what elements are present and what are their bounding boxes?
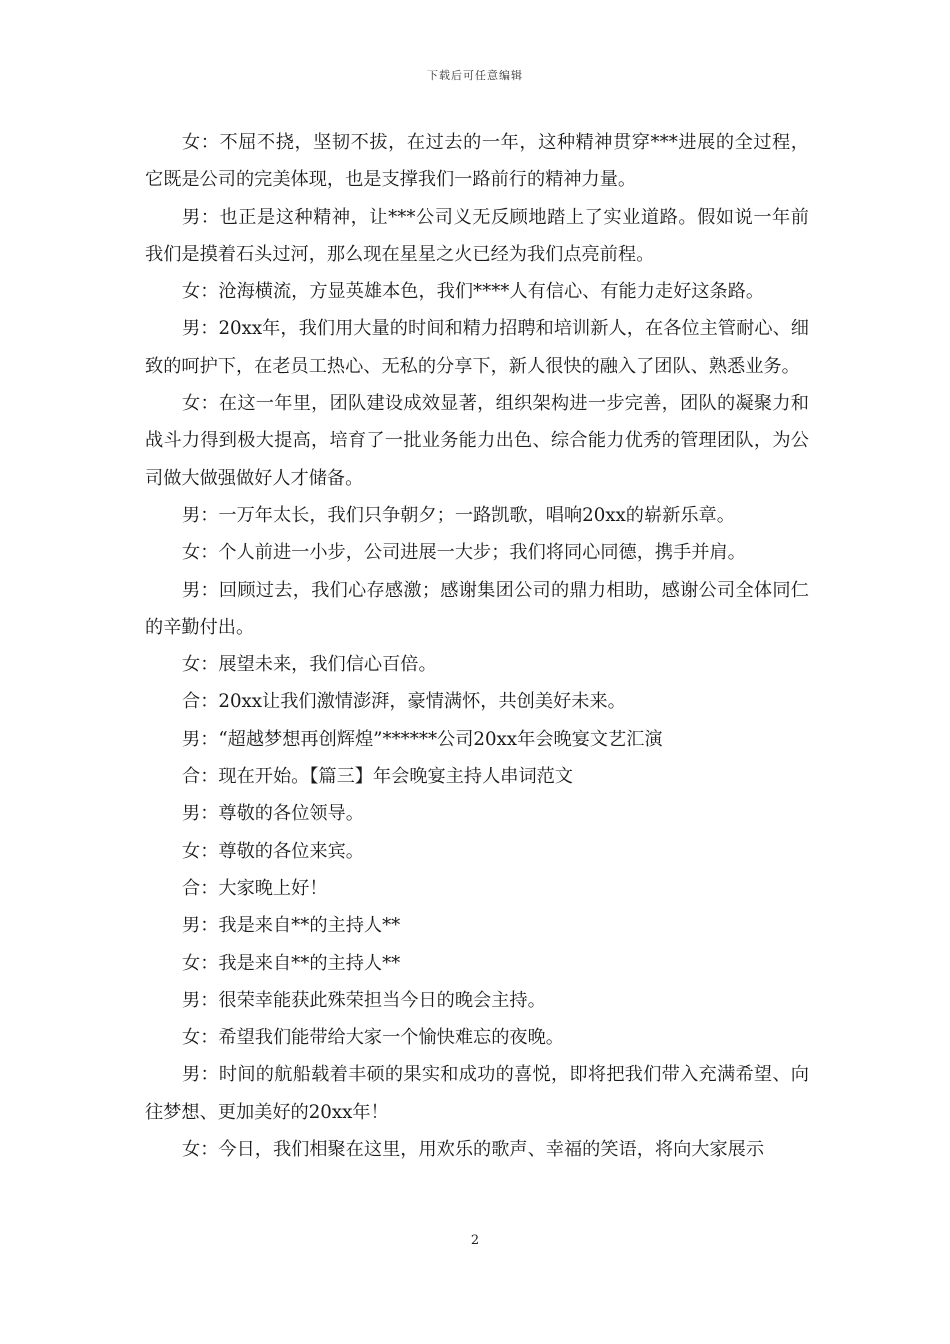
paragraph: 男：回顾过去，我们心存感激；感谢集团公司的鼎力相助，感谢公司全体同仁的辛勤付出。 [145, 579, 809, 638]
paragraph: 女：希望我们能带给大家一个愉快难忘的夜晚。 [182, 1027, 564, 1049]
paragraph: 男：时间的航船载着丰硕的果实和成功的喜悦，即将把我们带入充满希望、向往梦想、更加美好的20xx年！ [145, 1064, 809, 1123]
paragraph: 女：不屈不挠，坚韧不拔，在过去的一年，这种精神贯穿***进展的全过程，它既是公司的完美体现，也是支撑我们一路前行的精神力量。 [145, 132, 809, 191]
paragraph: 男：我是来自**的主持人** [182, 915, 401, 937]
paragraph: 男：20xx年，我们用大量的时间和精力招聘和培训新人，在各位主管耐心、细致的呵护下，在老员工热心、无私的分享下，新人很快的融入了团队、熟悉业务。 [145, 318, 809, 377]
document-body [145, 124, 809, 1168]
paragraph: 女：展望未来，我们信心百倍。 [182, 654, 437, 676]
paragraph: 女：尊敬的各位来宾。 [182, 840, 364, 862]
page-number: 2 [470, 1233, 480, 1248]
paragraph: 男：很荣幸能获此殊荣担当今日的晚会主持。 [182, 989, 546, 1011]
paragraph: 男：也正是这种精神，让***公司义无反顾地踏上了实业道路。假如说一年前我们是摸着石头过河，那么现在星星之火已经为我们点亮前程。 [145, 206, 809, 265]
paragraph: 合：大家晚上好！ [182, 877, 328, 899]
paragraph: 合：20xx让我们激情澎湃，豪情满怀，共创美好未来。 [182, 691, 626, 713]
paragraph: 女：今日，我们相聚在这里，用欢乐的歌声、幸福的笑语，将向大家展示 [182, 1139, 765, 1161]
paragraph: 女：沧海横流，方显英雄本色，我们****人有信心、有能力走好这条路。 [182, 281, 765, 303]
paragraph: 女：在这一年里，团队建设成效显著，组织架构进一步完善，团队的凝聚力和战斗力得到极大提高，培育了一批业务能力出色、综合能力优秀的管理团队，为公司做大做强做好人才储备。 [145, 393, 809, 489]
page-header: 下载后可任意编辑 [427, 69, 523, 82]
paragraph: 女：个人前进一小步，公司进展一大步；我们将同心同德，携手并肩。 [182, 542, 746, 564]
paragraph: 男：一万年太长，我们只争朝夕；一路凯歌，唱响20xx的崭新乐章。 [182, 504, 735, 526]
paragraph: 男：“超越梦想再创辉煌”******公司20xx年会晚宴文艺汇演 [182, 728, 663, 750]
paragraph: 男：尊敬的各位领导。 [182, 803, 364, 825]
paragraph: 女：我是来自**的主持人** [182, 952, 401, 974]
paragraph: 合：现在开始。【篇三】年会晚宴主持人串词范文 [182, 766, 574, 788]
